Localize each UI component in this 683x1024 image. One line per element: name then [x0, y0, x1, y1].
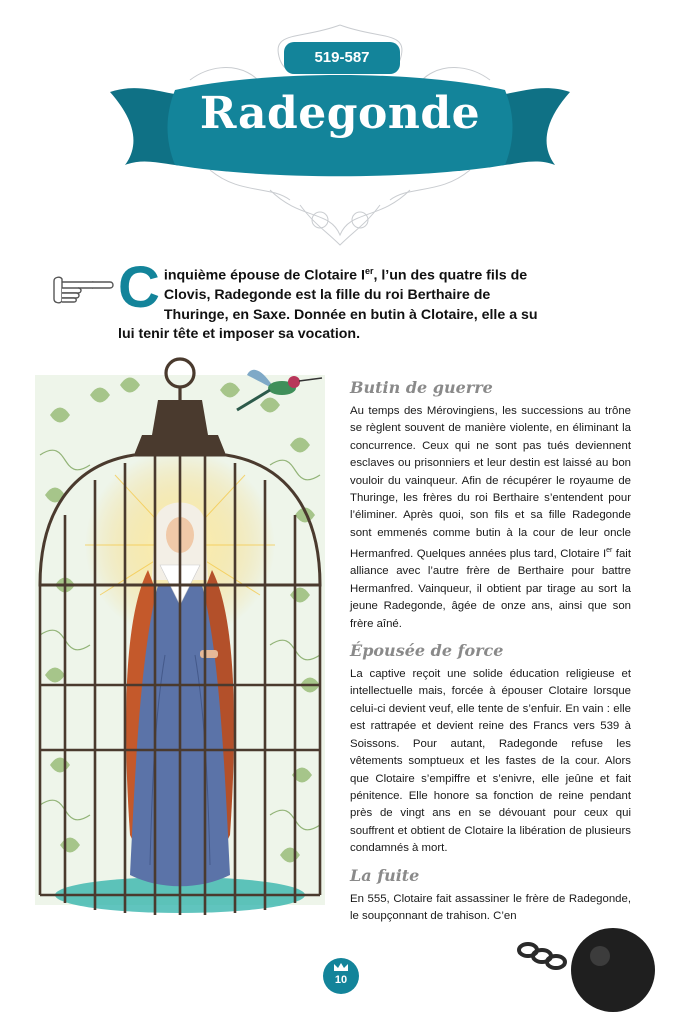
section-text-butin-sup: er — [606, 547, 613, 555]
pointing-hand-icon — [48, 273, 116, 307]
page-number: 10 — [334, 974, 348, 986]
section-text-butin-b: fait alliance avec l’autre frère de Berthaire pour battre Hermanfred. Vainqueur, il obtient par tirage au sort la jeune Radegonde, âgée de onze ans, ainsi que son frère aîné. — [350, 548, 631, 630]
intro-text: inquième épouse de Clotaire I — [163, 267, 365, 284]
drop-cap: C — [118, 255, 160, 320]
intro-paragraph — [118, 255, 548, 345]
section-title-epousee: Épousée de force — [350, 641, 504, 661]
date-badge: 519-587 — [284, 42, 400, 74]
section-title-fuite: La fuite — [350, 865, 420, 885]
ball-and-chain-icon — [508, 920, 658, 1020]
section-text-epousee: La captive reçoit une solide éducation religieuse et intellectuelle mais, forcée à épouser Clotaire lorsque celui-ci devient veuf, elle tente de s’enfuir. En vain : elle est rattrapée et devient reine des Francs vers 539 à Soissons. Pour autant, Radegonde refuse les vêtements somptueux et les fastes de la cour. Alors que Clotaire s’empiffre et s’enivre, elle jeûne et fait pénitence. Elle honore sa fonction de reine pendant près de vingt ans en se dévouant pour ceux qui souffrent et obtient de Clotaire la libération de plusieurs condamnés à mort. — [350, 668, 631, 855]
hummingbird-icon — [232, 360, 324, 418]
crown-icon — [333, 962, 349, 972]
page-title: Radegonde — [199, 88, 481, 139]
section-text-butin-a: Au temps des Mérovingiens, les successions au trône se règlent souvent de manière violente, en éliminant la concurrence. Ceux qui ne sont pas tués deviennent esclaves ou prisonniers et leur destin est laissé au bon vouloir du vainqueur. Afin de récupérer le royaume de Thuringe, les frères du roi Berthaire s’entendent pour l’éliminer. Après quoi, son fils et sa fille Radegonde sont emmenés comme butin à la cour de leur oncle Hermanfred. Quelques années plus tard, Clotaire I — [350, 405, 631, 561]
section-title-butin: Butin de guerre — [350, 378, 493, 397]
section-text-butin — [350, 403, 631, 633]
article-body — [350, 378, 631, 933]
section-text-fuite: En 555, Clotaire fait assassiner le frère de Radegonde, le soupçonnant de trahison. C’en — [350, 892, 631, 922]
intro-sup: er — [364, 266, 374, 276]
queen-in-cage-illustration — [30, 355, 335, 930]
page-number-badge — [323, 958, 359, 994]
intro-text-rest: , l’un des quatre fils de Clovis, Radegonde est la fille du roi Berthaire de Thuringe, en Saxe. Donnée en butin à Clotaire, elle a su lui tenir tête et imposer sa vocation. — [118, 267, 538, 343]
